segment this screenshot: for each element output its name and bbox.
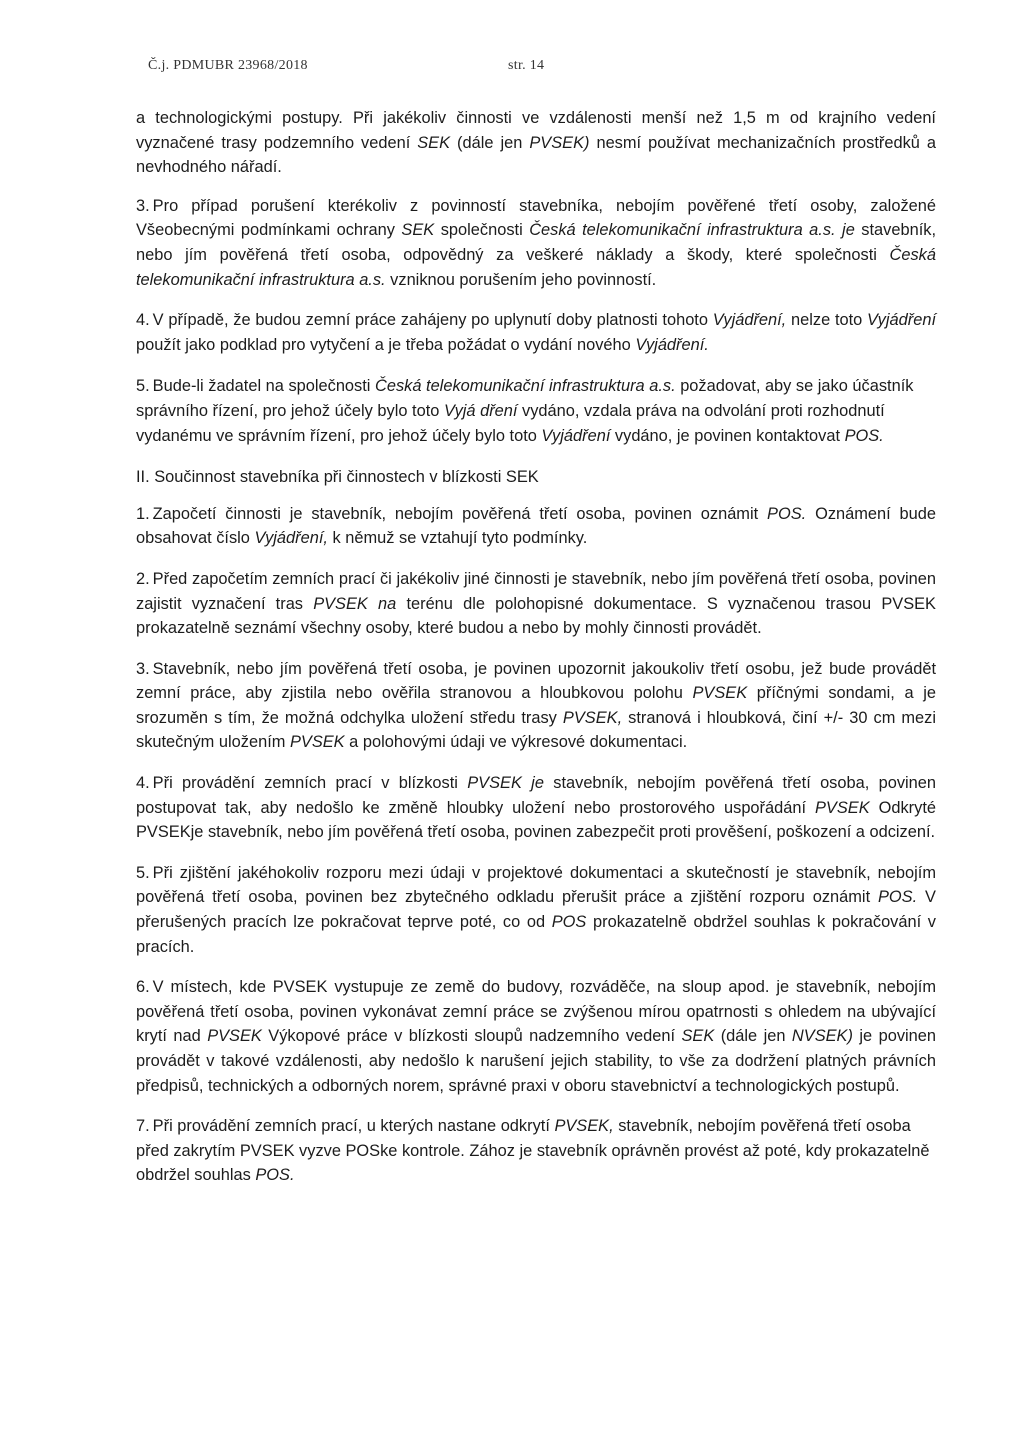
paragraph-4 bbox=[136, 308, 936, 357]
page-header bbox=[148, 58, 544, 74]
section-heading: II. Součinnost stavebníka při činnostech v blízkosti SEK bbox=[136, 468, 539, 487]
section-item-7 bbox=[136, 1114, 936, 1188]
text-run: NVSEK) bbox=[791, 1027, 853, 1046]
text-run: Při provádění zemních prací, u kterých nastane odkrytí bbox=[152, 1117, 555, 1136]
text-run: PVSEK bbox=[814, 798, 870, 817]
text-run: stranová i hloubková, činí +/- 30 cm mezi skutečným uložením bbox=[136, 708, 936, 752]
text-run: SEK bbox=[401, 221, 435, 240]
reference-number: Č.j. PDMUBR 23968/2018 bbox=[148, 58, 308, 73]
text-run: POS bbox=[551, 913, 587, 932]
text-run: Bude-li žadatel na společnosti bbox=[152, 377, 375, 396]
paragraph-continuation bbox=[136, 106, 936, 180]
section-item-4 bbox=[136, 771, 936, 845]
text-run: a technologickými postupy. Při jakékoliv činnosti ve vzdálenosti menší než 1,5 m od krajního vedení vyznačené trasy podzemního vedení bbox=[136, 109, 936, 152]
text-run: Při provádění zemních prací v blízkosti bbox=[152, 774, 468, 793]
text-run: Výkopové práce v blízkosti sloupů nadzemního vedení bbox=[261, 1027, 682, 1046]
text-run: vydáno, je povinen kontaktovat bbox=[610, 426, 845, 445]
text-run: Stavebník, nebo jím pověřená třetí osoba, je povinen upozornit jakoukoliv třetí osobu, jež bude provádět zemní práce, aby zjistila nebo ověřila stranovou a hloubkovou polohu bbox=[136, 659, 936, 703]
text-run: Oznámení bude obsahovat číslo bbox=[136, 504, 937, 548]
item-number: 4. bbox=[136, 774, 150, 793]
item-number: 2. bbox=[136, 569, 150, 588]
section-item-3 bbox=[136, 657, 936, 755]
text-run: V případě, že budou zemní práce zahájeny po uplynutí doby platnosti tohoto bbox=[152, 311, 713, 330]
section-item-1 bbox=[136, 502, 936, 551]
text-run: Pro případ porušení kterékoliv z povinností stavebníka, nebojím pověřené třetí osoby, založené Všeobecnými podmínkami ochrany bbox=[136, 196, 936, 240]
text-run: Vyjádření bbox=[541, 426, 611, 445]
text-run: stavebník, nebo jím pověřená třetí osoba, odpovědný za veškeré náklady a škody, které společnosti bbox=[136, 221, 936, 264]
text-run: V přerušených pracích lze pokračovat teprve poté, co od bbox=[136, 888, 936, 932]
item-number: 1. bbox=[136, 504, 150, 523]
text-run: (dále jen bbox=[714, 1027, 792, 1046]
text-run: použít jako podklad pro vytyčení a je třeba požádat o vydání nového bbox=[136, 335, 636, 354]
text-run: Vyjádření. bbox=[635, 335, 709, 354]
text-run: vydáno, vzdala práva na odvolání proti rozhodnutí vydanému ve správním řízení, pro jehož účely bylo toto bbox=[136, 401, 885, 445]
paragraph-3 bbox=[136, 194, 936, 292]
text-run: PVSEK, bbox=[554, 1117, 614, 1136]
text-run: PVSEK bbox=[692, 684, 748, 703]
text-run: nelze toto bbox=[786, 311, 868, 330]
text-run: prokazatelně obdržel souhlas k pokračování v pracích. bbox=[136, 913, 936, 956]
text-run: je povinen provádět v takové vzdálenosti, aby nedošlo k narušení jejich stability, to vše za dodržení platných právních předpisů, technických a odborných norem, správné praxi v oboru stavebnictví a technologických postupů. bbox=[136, 1027, 936, 1095]
text-run: POS. bbox=[767, 504, 807, 523]
text-run: Česká telekomunikační infrastruktura a.s. bbox=[136, 245, 936, 289]
text-run: PVSEK bbox=[289, 733, 345, 752]
item-number: 6. bbox=[136, 978, 150, 997]
text-run: a polohovými údaji ve výkresové dokumentaci. bbox=[344, 733, 688, 752]
text-run: Odkryté PVSEKje stavebník, nebo jím pověřená třetí osoba, povinen zabezpečit proti prověšení, poškození a odcizení. bbox=[136, 798, 936, 842]
text-run: příčnými sondami, a je srozuměn s tím, že možná odchylka uložení středu trasy bbox=[136, 684, 936, 727]
text-run: PVSEK je bbox=[467, 774, 544, 793]
item-number: 3. bbox=[136, 196, 150, 215]
text-run: (dále jen bbox=[450, 133, 530, 152]
text-run: POS. bbox=[844, 426, 884, 445]
text-run: nesmí používat mechanizačních prostředků a nevhodného nářadí. bbox=[136, 133, 936, 177]
item-number: 5. bbox=[136, 863, 150, 882]
text-run: vzniknou porušením jeho povinností. bbox=[385, 270, 657, 289]
text-run: V místech, kde PVSEK vystupuje ze země do budovy, rozváděče, na sloup apod. je stavebník, nebojím pověřená třetí osoba, povinen vykonávat zemní práce se zvýšenou mírou opatrnosti s ohledem na ubývající krytí nad bbox=[136, 978, 936, 1046]
section-item-6 bbox=[136, 975, 936, 1098]
text-run: požadovat, aby se jako účastník správního řízení, pro jehož účely bylo toto bbox=[136, 377, 914, 420]
text-run: Při zjištění jakéhokoliv rozporu mezi údaji v projektové dokumentaci a skutečností je stavebník, nebojím pověřená třetí osoba, povinen bez zbytečného odkladu přerušit práce a zjištění rozporu oznámit bbox=[136, 863, 936, 907]
text-run: Česká telekomunikační infrastruktura a.s. je bbox=[529, 221, 855, 240]
paragraph-5 bbox=[136, 374, 936, 448]
text-run: Vyjádření, bbox=[712, 311, 787, 330]
item-number: 7. bbox=[136, 1117, 150, 1136]
text-run: společnosti bbox=[434, 221, 530, 240]
text-run: SEK bbox=[681, 1027, 715, 1046]
text-run: Započetí činnosti je stavebník, nebojím pověřená třetí osoba, povinen oznámit bbox=[152, 504, 768, 523]
item-number: 5. bbox=[136, 377, 150, 396]
text-run: Vyjádření bbox=[867, 311, 936, 330]
text-run: Vyjá dření bbox=[443, 401, 518, 420]
text-run: terénu dle polohopisné dokumentace. S vyznačenou trasou PVSEK prokazatelně seznámí všechny osoby, které budou a nebo by mohly činnosti provádět. bbox=[136, 594, 936, 638]
item-number: 4. bbox=[136, 311, 150, 330]
text-run: stavebník, nebojím pověřená třetí osoba, povinen postupovat tak, aby nedošlo ke změně hloubky uložení nebo prostorového uspořádání bbox=[136, 774, 937, 817]
text-run: Vyjádření, bbox=[254, 529, 328, 548]
item-number: 3. bbox=[136, 659, 150, 678]
text-run: PVSEK) bbox=[529, 133, 590, 152]
text-run: Česká telekomunikační infrastruktura a.s. bbox=[375, 377, 676, 396]
document-body bbox=[136, 106, 936, 1188]
section-item-5 bbox=[136, 861, 936, 959]
text-run: PVSEK na bbox=[313, 594, 397, 613]
section-item-2 bbox=[136, 567, 936, 641]
text-run: stavebník, nebojím pověřená třetí osoba před zakrytím PVSEK vyzve POSke kontrole. Zához je stavebník oprávněn provést až poté, kdy prokazatelně obdržel souhlas bbox=[136, 1117, 930, 1185]
text-run: k němuž se vztahují tyto podmínky. bbox=[327, 529, 588, 548]
text-run: POS. bbox=[878, 888, 918, 907]
text-run: PVSEK bbox=[207, 1027, 262, 1046]
text-run: PVSEK, bbox=[562, 708, 623, 727]
text-run: POS. bbox=[255, 1166, 295, 1185]
page-number: str. 14 bbox=[508, 58, 545, 73]
text-run: Před započetím zemních prací či jakékoliv jiné činnosti je stavebník, nebo jím pověřená třetí osoba, povinen zajistit vyznačení tras bbox=[136, 569, 936, 613]
text-run: SEK bbox=[417, 133, 451, 152]
